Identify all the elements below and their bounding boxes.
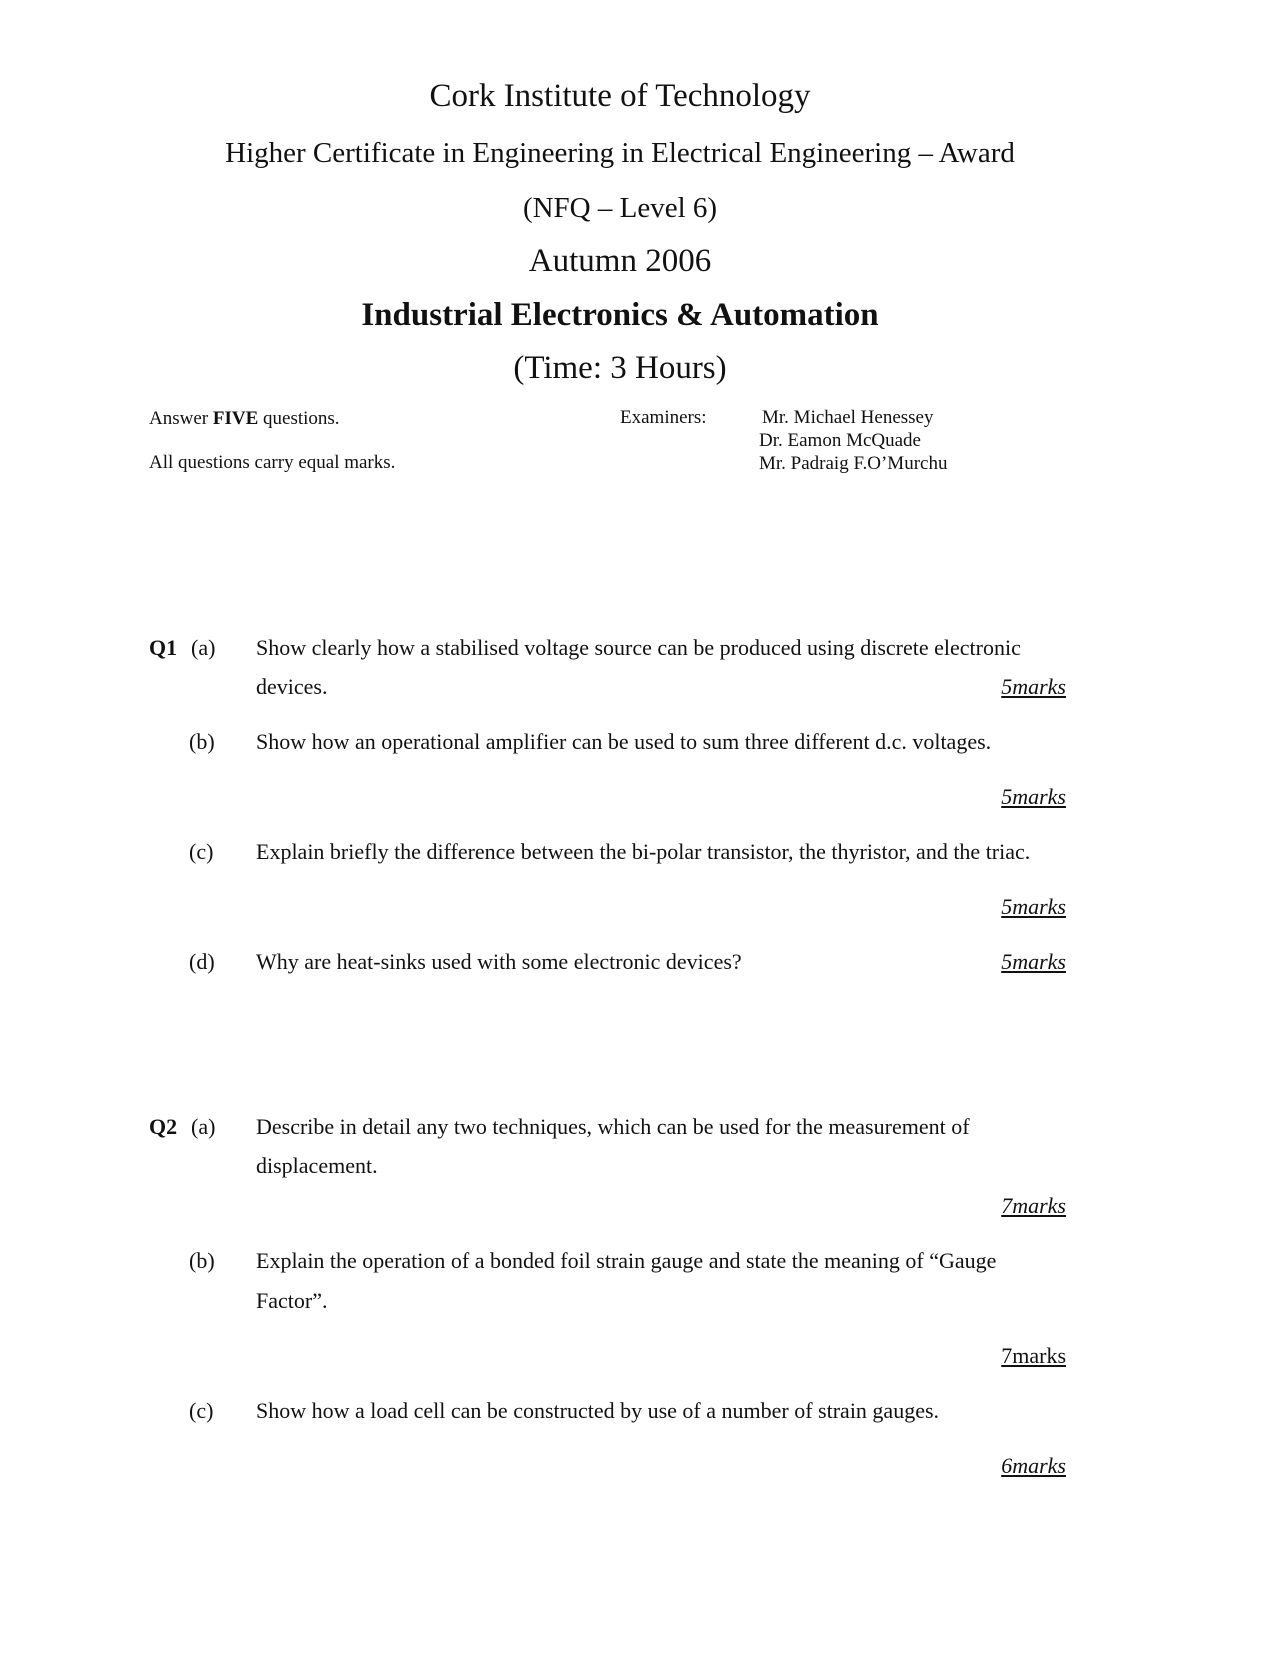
part-label: (a) [191,1114,216,1139]
question-text: Show how an operational amplifier can be used to sum three different d.c. voltages. [256,729,992,754]
part-label: (a) [191,635,216,660]
part-label: (d) [189,949,215,974]
part-label: (c) [189,1398,214,1423]
part-label: (b) [189,1248,215,1273]
part-label: (c) [189,839,214,864]
part-label: (b) [189,729,215,754]
question-text: Describe in detail any two techniques, which can be used for the measurement of [256,1114,970,1139]
answer-suffix: questions. [258,408,340,429]
question-text: Explain briefly the difference between the bi-polar transistor, the thyristor, and the triac. [256,839,1031,864]
answer-count: FIVE [212,408,259,429]
question-text: devices. [256,674,328,699]
term-title: Autumn 2006 [528,243,712,279]
marks-label: 5marks [1001,674,1066,699]
marks-label: 5marks [1001,894,1066,919]
examiner-name: Mr. Padraig F.O’Murchu [759,453,948,474]
examiners-label: Examiners: [620,407,707,428]
time-allowed: (Time: 3 Hours) [513,350,727,386]
question-text: Factor”. [256,1288,328,1313]
certificate-title: Higher Certificate in Engineering in Electrical Engineering – Award [225,137,1015,169]
question-text: displacement. [256,1153,378,1178]
examiner-name: Mr. Michael Henessey [762,407,934,428]
answer-instruction [149,408,340,430]
question-number: Q2 [149,1114,178,1139]
level-title: (NFQ – Level 6) [522,192,718,224]
answer-prefix: Answer [149,408,213,429]
marks-label: 7marks [1001,1343,1066,1368]
marks-label: 7marks [1001,1193,1066,1218]
question-number: Q1 [149,635,178,660]
question-text: Show how a load cell can be constructed by use of a number of strain gauges. [256,1398,940,1423]
question-text: Why are heat-sinks used with some electronic devices? [256,949,742,974]
question-text: Explain the operation of a bonded foil strain gauge and state the meaning of “Gauge [256,1248,997,1273]
institution-title: Cork Institute of Technology [429,78,811,114]
subject-title: Industrial Electronics & Automation [361,297,879,333]
question-text: Show clearly how a stabilised voltage source can be produced using discrete electronic [256,635,1021,660]
marks-instruction: All questions carry equal marks. [149,452,396,473]
examiner-name: Dr. Eamon McQuade [759,430,921,451]
marks-label: 6marks [1001,1453,1066,1478]
marks-label: 5marks [1001,784,1066,809]
marks-label: 5marks [1001,949,1066,974]
